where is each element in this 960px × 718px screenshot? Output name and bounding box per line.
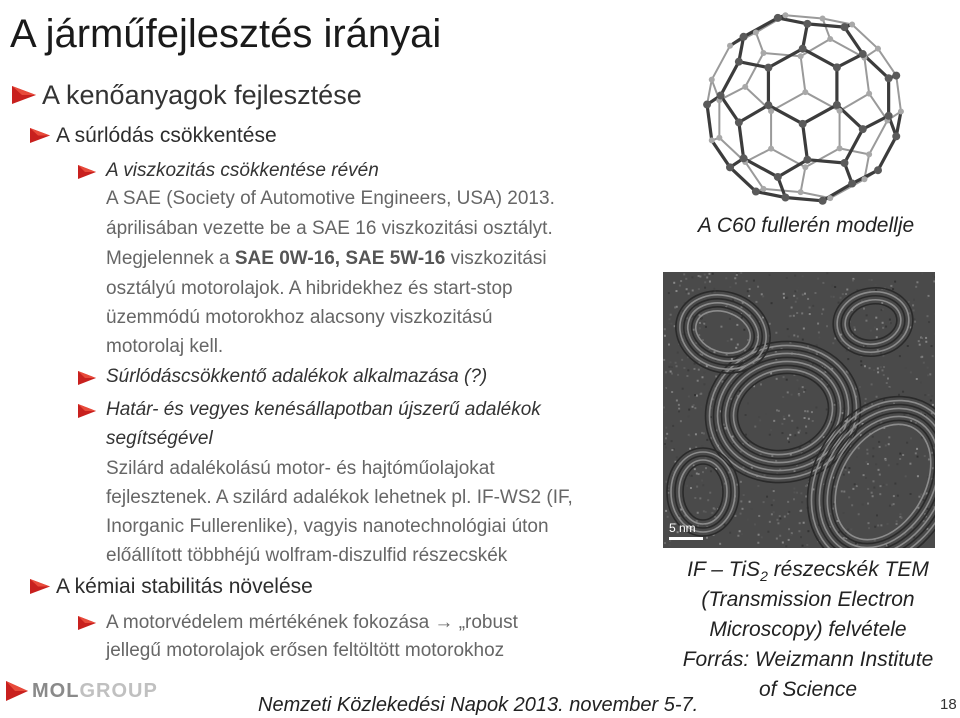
tem-micrograph-image	[663, 272, 935, 548]
tem-caption-subscript: 2	[760, 568, 768, 585]
tem-caption-line: Microscopy) felvétele	[709, 618, 907, 641]
body-line: A SAE (Society of Automotive Engineers, USA) 2013.	[106, 188, 555, 209]
fullerene-molecule-icon	[686, 4, 922, 210]
scale-bar-line	[669, 537, 703, 540]
fullerene-model-image	[686, 4, 922, 210]
logo-text	[32, 680, 158, 703]
bullet-arrow-icon	[78, 616, 100, 632]
bullet-arrow-icon	[78, 165, 100, 181]
body-line: Inorganic Fullerenlike), vagyis nanotechnológiai úton	[106, 516, 549, 537]
body-line: fejlesztenek. A szilárd adalékok lehetnek pl. IF-WS2 (IF,	[106, 487, 573, 508]
tem-caption-start: IF – TiS	[687, 558, 761, 581]
bullet-arrow-icon	[78, 371, 100, 387]
sub-heading-boundary-lubrication-cont: segítségével	[106, 428, 213, 449]
fullerene-caption: A C60 fullerén modellje	[697, 214, 915, 237]
logo-text-mol: MOL	[32, 679, 80, 702]
footer-event: Nemzeti Közlekedési Napok 2013. november 5-7.	[258, 694, 699, 716]
bullet-arrow-icon	[78, 404, 100, 420]
body-line	[106, 246, 547, 272]
scale-bar	[669, 521, 703, 540]
tem-caption-line: of Science	[758, 678, 858, 701]
body-line-tail: viszkozitási	[445, 248, 547, 269]
body-line: motorolaj kell.	[106, 336, 224, 357]
body-line: előállított többhéjú wolfram-diszulfid részecskék	[106, 545, 508, 566]
tem-texture-icon	[663, 272, 935, 548]
level1-heading: A kenőanyagok fejlesztése	[42, 80, 362, 110]
bullet-arrow-icon	[30, 579, 52, 595]
tem-caption-line: (Transmission Electron	[701, 588, 915, 611]
body-line: A motorvédelem mértékének fokozása → „robust	[106, 612, 518, 633]
body-line: Szilárd adalékolású motor- és hajtóműolajokat	[106, 458, 495, 479]
tem-caption-line: Forrás: Weizmann Institute	[682, 648, 934, 671]
body-line: áprilisában vezette be a SAE 16 viszkozitási osztályt.	[106, 218, 553, 239]
sub-heading-boundary-lubrication: Határ- és vegyes kenésállapotban újszerű adalékok	[106, 399, 541, 420]
page-number: 18	[940, 696, 957, 713]
bullet-arrow-icon	[30, 128, 52, 144]
tem-caption-tail: részecskék TEM	[767, 558, 929, 581]
tem-caption-line	[660, 558, 956, 584]
body-line: üzemmódú motorokhoz alacsony viszkozitású	[106, 307, 493, 328]
sub-heading-viscosity: A viszkozitás csökkentése révén	[106, 160, 379, 181]
logo-arrow-icon	[6, 681, 28, 701]
slide-title: A járműfejlesztés irányai	[10, 12, 442, 56]
body-line-bold: SAE 0W-16, SAE 5W-16	[234, 248, 446, 269]
sub-heading-additives: Súrlódáscsökkentő adalékok alkalmazása (?)	[106, 366, 488, 387]
section-heading-chemical-stability: A kémiai stabilitás növelése	[56, 575, 313, 598]
bullet-arrow-icon	[12, 86, 36, 104]
scale-bar-label: 5 nm	[669, 521, 696, 535]
section-heading-friction: A súrlódás csökkentése	[56, 124, 277, 147]
logo-text-group: GROUP	[79, 679, 158, 702]
body-line: jellegű motorolajok erősen feltöltött motorokhoz	[106, 640, 505, 661]
body-line-start: Megjelennek a	[106, 248, 235, 269]
mol-group-logo	[6, 680, 158, 702]
body-line: osztályú motorolajok. A hibridekhez és start-stop	[106, 278, 513, 299]
